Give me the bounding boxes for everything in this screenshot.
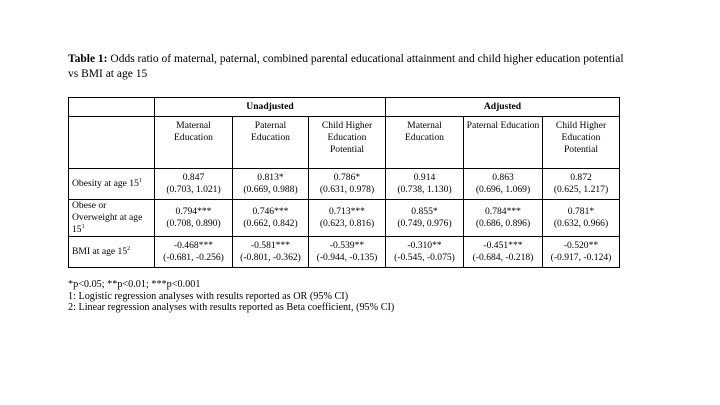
group-header-unadjusted: Unadjusted [155,98,386,117]
table-cell: 0.786* (0.631, 0.978) [309,169,386,200]
group-header-row [69,98,620,117]
table-cell: -0.520** (-0.917, -0.124) [543,237,620,268]
column-header-row [69,117,620,169]
table-cell: -0.581*** (-0.801, -0.362) [233,237,309,268]
column-header: Maternal Education [386,117,464,169]
footnote-2: 2: Linear regression analyses with results reported as Beta coefficient, (95% CI) [68,302,395,313]
column-header-blank [69,117,155,169]
table-cell: 0.784*** (0.686, 0.896) [464,200,543,237]
table-cell: 0.813* (0.669, 0.988) [233,169,309,200]
row-label: Obesity at age $15^1$ [69,169,155,200]
table-cell: 0.713*** (0.623, 0.816) [309,200,386,237]
column-header: Child Higher Education Potential [309,117,386,169]
table-cell: 0.847 (0.703, 1.021) [155,169,233,200]
table-cell: 0.794*** (0.708, 0.890) [155,200,233,237]
results-table [68,97,620,268]
significance-note: *p<0.05; **p<0.01; ***p<0.001 [68,279,201,290]
caption-text: Odds ratio of maternal, paternal, combined parental educational attainment and child higher education potential vs BMI at age 15 [68,53,624,80]
footnote-marker: 1 [138,177,142,184]
table-cell: 0.855* (0.749, 0.976) [386,200,464,237]
column-header: Child Higher Education Potential [543,117,620,169]
column-header: Maternal Education [155,117,233,169]
table-caption [68,52,628,82]
table-cell: 0.863 (0.696, 1.069) [464,169,543,200]
group-header-adjusted: Adjusted [386,98,620,117]
footnote-marker: 2 [127,245,131,252]
caption-label: Table 1: [68,53,108,65]
table-cell: 0.781* (0.632, 0.966) [543,200,620,237]
row-label: Obese or Overweight at age $15^1$ [69,200,155,237]
footnote-marker: 1 [81,223,85,230]
table-cell: 0.914 (0.738, 1.130) [386,169,464,200]
table-cell: 0.746*** (0.662, 0.842) [233,200,309,237]
table-cell: -0.451*** (-0.684, -0.218) [464,237,543,268]
row-label: BMI at age $15^2$ [69,237,155,268]
table-notes [68,279,394,314]
table-cell: -0.468*** (-0.681, -0.256) [155,237,233,268]
corner-cell [69,98,155,117]
table-row [69,237,620,268]
footnote-1: 1: Logistic regression analyses with results reported as OR (95% CI) [68,290,349,302]
table-cell: -0.539** (-0.944, -0.135) [309,237,386,268]
table-row [69,200,620,237]
table-cell: -0.310** (-0.545, -0.075) [386,237,464,268]
table-row [69,169,620,200]
column-header: Paternal Education [233,117,309,169]
column-header: Paternal Education [464,117,543,169]
table-cell: 0.872 (0.625, 1.217) [543,169,620,200]
